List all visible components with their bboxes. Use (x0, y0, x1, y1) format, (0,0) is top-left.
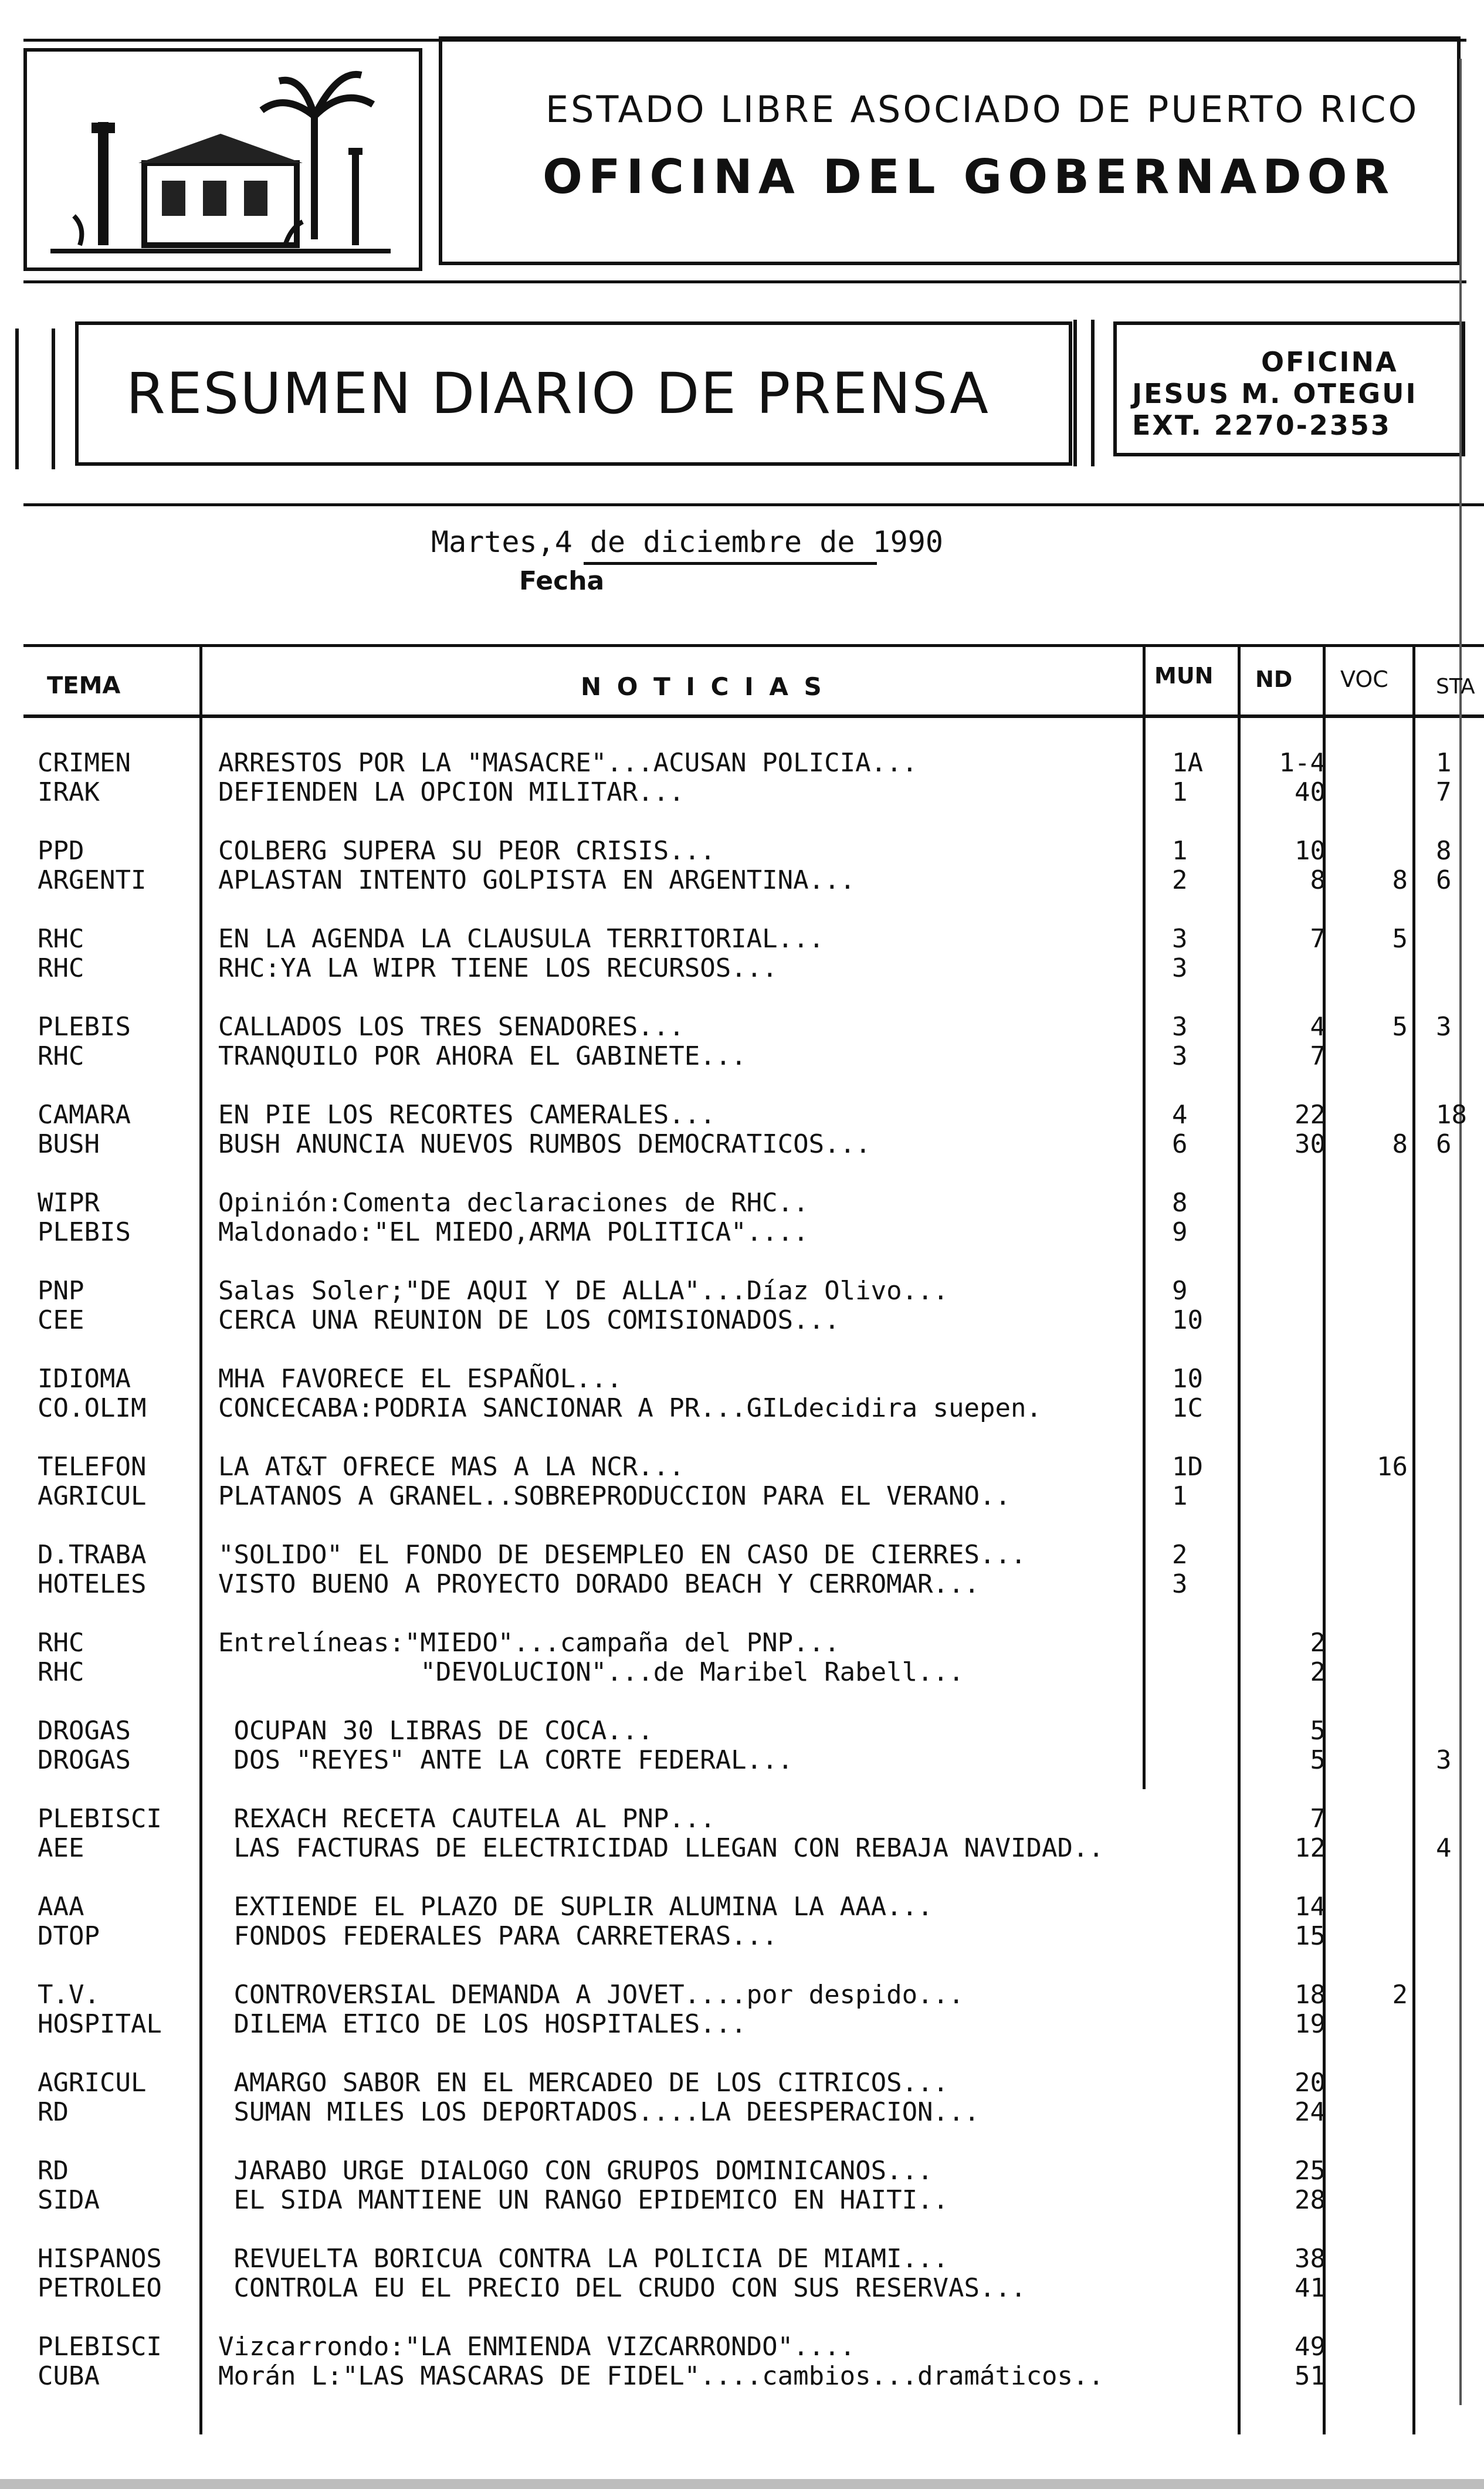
table-top-rule (23, 644, 1484, 647)
office-line3: EXT. 2270-2353 (1132, 409, 1391, 441)
table-row (0, 1394, 1484, 1452)
row-voc: 2 (1392, 1980, 1408, 2010)
row-headline: Vizcarrondo:"LA ENMIENDA VIZCARRONDO".... (218, 2332, 856, 2362)
row-headline: "SOLIDO" EL FONDO DE DESEMPLEO EN CASO DE CIERRES... (218, 1540, 1026, 1570)
row-headline: TRANQUILO POR AHORA EL GABINETE... (218, 1041, 747, 1071)
row-nd: 7 (1310, 924, 1326, 954)
row-headline: LA AT&T OFRECE MAS A LA NCR... (218, 1452, 685, 1482)
row-nd: 2 (1310, 1657, 1326, 1687)
row-tema: ARGENTI (38, 866, 147, 895)
row-mun: 3 (1172, 1012, 1188, 1042)
row-nd: 10 (1295, 836, 1326, 866)
table-row (0, 954, 1484, 1012)
row-tema: AGRICUL (38, 2068, 147, 2098)
row-headline: FONDOS FEDERALES PARA CARRETERAS... (218, 1921, 778, 1951)
row-mun: 3 (1172, 1041, 1188, 1071)
row-mun: 6 (1172, 1129, 1188, 1159)
table-row (0, 1482, 1484, 1540)
row-nd: 5 (1310, 1745, 1326, 1775)
office-line1: OFICINA (1261, 346, 1398, 378)
row-tema: HISPANOS (38, 2244, 162, 2274)
row-mun: 1 (1172, 777, 1188, 807)
row-headline: BUSH ANUNCIA NUEVOS RUMBOS DEMOCRATICOS... (218, 1129, 871, 1159)
row-headline: SUMAN MILES LOS DEPORTADOS....LA DEESPERACION... (218, 2097, 980, 2127)
row-nd: 40 (1295, 777, 1326, 807)
row-nd: 25 (1295, 2156, 1326, 2186)
column-header-noticias: N O T I C I A S (581, 672, 825, 701)
row-headline: EXTIENDE EL PLAZO DE SUPLIR ALUMINA LA AAA... (218, 1892, 933, 1922)
row-mun: 4 (1172, 1100, 1188, 1130)
table-row (0, 1130, 1484, 1188)
row-nd: 24 (1295, 2097, 1326, 2127)
table-row (0, 866, 1484, 925)
row-headline: ARRESTOS POR LA "MASACRE"...ACUSAN POLICIA... (218, 748, 918, 778)
row-headline: JARABO URGE DIALOGO CON GRUPOS DOMINICANOS... (218, 2156, 933, 2186)
table-row (0, 1218, 1484, 1276)
row-sta: 6 (1436, 1129, 1452, 1159)
row-mun: 9 (1172, 1276, 1188, 1306)
row-nd: 49 (1295, 2332, 1326, 2362)
column-header-nd: ND (1255, 666, 1293, 692)
row-tema: DROGAS (38, 1746, 131, 1775)
column-header-sta: STA (1436, 675, 1475, 699)
row-sta: 4 (1436, 1833, 1452, 1863)
row-mun: 3 (1172, 924, 1188, 954)
row-headline: AMARGO SABOR EN EL MERCADEO DE LOS CITRICOS... (218, 2068, 949, 2098)
row-nd: 7 (1310, 1041, 1326, 1071)
row-tema: AEE (38, 1834, 84, 1863)
title-rule-c (1073, 320, 1077, 466)
table-row (0, 2186, 1484, 2244)
title-rule-a (15, 329, 19, 469)
row-tema: RD (38, 2098, 69, 2127)
row-nd: 7 (1310, 1804, 1326, 1834)
row-tema: D.TRABA (38, 1540, 147, 1570)
row-tema: RHC (38, 1628, 84, 1658)
office-line2: JESUS M. OTEGUI (1132, 378, 1418, 409)
table-row (0, 2098, 1484, 2156)
row-nd: 15 (1295, 1921, 1326, 1951)
row-mun: 10 (1172, 1364, 1203, 1394)
row-mun: 3 (1172, 953, 1188, 983)
row-headline: DOS "REYES" ANTE LA CORTE FEDERAL... (218, 1745, 794, 1775)
row-mun: 10 (1172, 1305, 1203, 1335)
column-header-voc: VOC (1340, 666, 1388, 692)
row-tema: DROGAS (38, 1716, 131, 1746)
row-tema: CUBA (38, 2362, 100, 2391)
row-headline: OCUPAN 30 LIBRAS DE COCA... (218, 1716, 653, 1746)
row-tema: TELEFON (38, 1452, 147, 1482)
header-line2: OFICINA DEL GOBERNADOR (543, 150, 1395, 204)
table-row (0, 2362, 1484, 2420)
row-mun: 3 (1172, 1569, 1188, 1599)
row-tema: HOTELES (38, 1570, 147, 1599)
row-nd: 28 (1295, 2185, 1326, 2215)
row-sta: 7 (1436, 777, 1452, 807)
row-tema: IRAK (38, 778, 100, 807)
row-headline: Salas Soler;"DE AQUI Y DE ALLA"...Díaz Olivo... (218, 1276, 949, 1306)
row-headline: DILEMA ETICO DE LOS HOSPITALES... (218, 2009, 747, 2039)
row-nd: 1-4 (1279, 748, 1326, 778)
row-nd: 38 (1295, 2244, 1326, 2274)
row-tema: RHC (38, 1658, 84, 1687)
row-headline: DEFIENDEN LA OPCION MILITAR... (218, 777, 685, 807)
row-tema: WIPR (38, 1188, 100, 1218)
row-nd: 18 (1295, 1980, 1326, 2010)
row-nd: 12 (1295, 1833, 1326, 1863)
row-nd: 30 (1295, 1129, 1326, 1159)
row-tema: PNP (38, 1276, 84, 1306)
row-tema: PLEBISCI (38, 1804, 162, 1834)
bottom-scan-edge (0, 2479, 1484, 2489)
title-rule-b (52, 329, 55, 469)
row-headline: COLBERG SUPERA SU PEOR CRISIS... (218, 836, 716, 866)
row-headline: CERCA UNA REUNION DE LOS COMISIONADOS... (218, 1305, 840, 1335)
row-headline: EL SIDA MANTIENE UN RANGO EPIDEMICO EN HAITI.. (218, 2185, 949, 2215)
row-headline: MHA FAVORECE EL ESPAÑOL... (218, 1364, 622, 1394)
row-nd: 22 (1295, 1100, 1326, 1130)
row-tema: RHC (38, 925, 84, 954)
row-tema: PETROLEO (38, 2274, 162, 2303)
row-headline: REVUELTA BORICUA CONTRA LA POLICIA DE MIAMI... (218, 2244, 949, 2274)
row-nd: 14 (1295, 1892, 1326, 1922)
header-line1: ESTADO LIBRE ASOCIADO DE PUERTO RICO (546, 88, 1419, 131)
row-sta: 18 (1436, 1100, 1467, 1130)
table-row (0, 1834, 1484, 1892)
row-mun: 8 (1172, 1188, 1188, 1218)
row-headline: "DEVOLUCION"...de Maribel Rabell... (218, 1657, 964, 1687)
column-header-tema: TEMA (47, 672, 121, 699)
row-tema: CO.OLIM (38, 1394, 147, 1423)
table-row (0, 1746, 1484, 1804)
row-headline: APLASTAN INTENTO GOLPISTA EN ARGENTINA... (218, 865, 856, 895)
table-row (0, 1922, 1484, 1980)
row-headline: PLATANOS A GRANEL..SOBREPRODUCCION PARA EL VERANO.. (218, 1481, 1011, 1511)
row-tema: RHC (38, 954, 84, 983)
row-nd: 8 (1310, 865, 1326, 895)
table-row (0, 1658, 1484, 1716)
row-headline: CONTROLA EU EL PRECIO DEL CRUDO CON SUS RESERVAS... (218, 2273, 1026, 2303)
table-header-rule (23, 714, 1484, 718)
row-sta: 6 (1436, 865, 1452, 895)
row-tema: PLEBISCI (38, 2332, 162, 2362)
row-headline: REXACH RECETA CAUTELA AL PNP... (218, 1804, 716, 1834)
row-headline: LAS FACTURAS DE ELECTRICIDAD LLEGAN CON REBAJA NAVIDAD.. (218, 1833, 1104, 1863)
row-tema: PPD (38, 837, 84, 866)
report-date: Martes,4 de diciembre de 1990 (431, 525, 943, 559)
table-row (0, 2274, 1484, 2332)
row-mun: 1 (1172, 836, 1188, 866)
row-tema: HOSPITAL (38, 2010, 162, 2039)
logo-frame (23, 48, 422, 271)
row-tema: PLEBIS (38, 1012, 131, 1042)
row-mun: 2 (1172, 1540, 1188, 1570)
row-headline: CONTROVERSIAL DEMANDA A JOVET....por despido... (218, 1980, 964, 2010)
row-tema: AAA (38, 1892, 84, 1922)
title-rule-d (1091, 320, 1095, 466)
table-row (0, 778, 1484, 837)
row-mun: 1 (1172, 1481, 1188, 1511)
row-nd: 2 (1310, 1628, 1326, 1658)
row-mun: 1A (1172, 748, 1203, 778)
row-voc: 16 (1377, 1452, 1408, 1482)
row-tema: IDIOMA (38, 1364, 131, 1394)
row-headline: Maldonado:"EL MIEDO,ARMA POLITICA".... (218, 1217, 809, 1247)
row-headline: CONCECABA:PODRIA SANCIONAR A PR...GILdecidira suepen. (218, 1393, 1042, 1423)
row-voc: 5 (1392, 1012, 1408, 1042)
row-nd: 51 (1295, 2361, 1326, 2391)
governor-mansion-logo (27, 52, 419, 267)
row-headline: CALLADOS LOS TRES SENADORES... (218, 1012, 685, 1042)
row-tema: BUSH (38, 1130, 100, 1159)
table-row (0, 1306, 1484, 1364)
row-headline: Entrelíneas:"MIEDO"...campaña del PNP... (218, 1628, 840, 1658)
row-mun: 1D (1172, 1452, 1203, 1482)
row-sta: 8 (1436, 836, 1452, 866)
row-tema: RD (38, 2156, 69, 2186)
row-nd: 4 (1310, 1012, 1326, 1042)
row-tema: CEE (38, 1306, 84, 1335)
row-voc: 5 (1392, 924, 1408, 954)
row-tema: CRIMEN (38, 749, 131, 778)
table-row (0, 1042, 1484, 1100)
table-row (0, 1570, 1484, 1628)
row-voc: 8 (1392, 865, 1408, 895)
row-tema: DTOP (38, 1922, 100, 1951)
row-mun: 9 (1172, 1217, 1188, 1247)
row-tema: SIDA (38, 2186, 100, 2215)
row-voc: 8 (1392, 1129, 1408, 1159)
row-nd: 5 (1310, 1716, 1326, 1746)
row-sta: 1 (1436, 748, 1452, 778)
row-tema: CAMARA (38, 1100, 131, 1130)
row-tema: T.V. (38, 1980, 100, 2010)
row-headline: Morán L:"LAS MASCARAS DE FIDEL"....cambios...dramáticos.. (218, 2361, 1104, 2391)
table-row (0, 2010, 1484, 2068)
row-headline: RHC:YA LA WIPR TIENE LOS RECURSOS... (218, 953, 778, 983)
document-title: RESUMEN DIARIO DE PRENSA (126, 361, 990, 426)
row-tema: RHC (38, 1042, 84, 1071)
row-mun: 1C (1172, 1393, 1203, 1423)
date-underline (584, 562, 877, 565)
row-tema: AGRICUL (38, 1482, 147, 1511)
row-headline: VISTO BUENO A PROYECTO DORADO BEACH Y CERROMAR... (218, 1569, 980, 1599)
row-nd: 20 (1295, 2068, 1326, 2098)
row-mun: 2 (1172, 865, 1188, 895)
row-headline: EN LA AGENDA LA CLAUSULA TERRITORIAL... (218, 924, 825, 954)
column-header-mun: MUN (1154, 663, 1214, 689)
row-headline: Opinión:Comenta declaraciones de RHC.. (218, 1188, 809, 1218)
row-headline: EN PIE LOS RECORTES CAMERALES... (218, 1100, 716, 1130)
row-nd: 41 (1295, 2273, 1326, 2303)
row-sta: 3 (1436, 1745, 1452, 1775)
section-divider (23, 503, 1484, 506)
row-sta: 3 (1436, 1012, 1452, 1042)
header-divider (23, 280, 1466, 283)
row-nd: 19 (1295, 2009, 1326, 2039)
row-tema: PLEBIS (38, 1218, 131, 1247)
date-label: Fecha (519, 566, 605, 596)
